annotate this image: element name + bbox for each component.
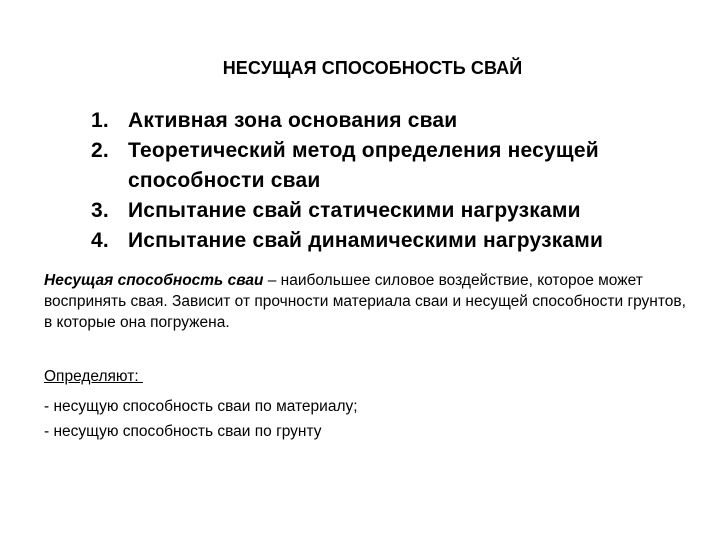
topic-item <box>91 196 691 226</box>
topic-item <box>91 226 691 256</box>
topics-list <box>91 106 691 256</box>
topic-text: Испытание свай динамическими нагрузками <box>128 229 604 252</box>
determine-item: - несущую способность сваи по материалу; <box>44 398 358 415</box>
definition-term: Несущая способность сваи <box>44 272 264 289</box>
topic-number: 1. <box>91 109 109 132</box>
topic-item <box>91 136 691 196</box>
definition-paragraph <box>44 270 689 333</box>
slide-title: НЕСУЩАЯ СПОСОБНОСТЬ СВАЙ <box>222 58 523 78</box>
topic-text: Испытание свай статическими нагрузками <box>128 199 581 222</box>
topic-number: 2. <box>91 139 109 162</box>
topic-text: Активная зона основания сваи <box>128 109 458 132</box>
determine-item: - несущую способность сваи по грунту <box>44 423 322 440</box>
determine-heading: Определяют: <box>44 368 143 385</box>
topic-item <box>91 106 691 136</box>
topic-number: 4. <box>91 229 109 252</box>
topic-number: 3. <box>91 199 109 222</box>
definition-body: – наибольшее силовое воздействие, которое может воспринять свая. Зависит от прочности материала сваи и несущей способности грунтов, в которые она погружена. <box>44 272 686 331</box>
topic-text: Теоретический метод определения несущей способности сваи <box>128 139 599 192</box>
determine-list <box>44 394 358 444</box>
